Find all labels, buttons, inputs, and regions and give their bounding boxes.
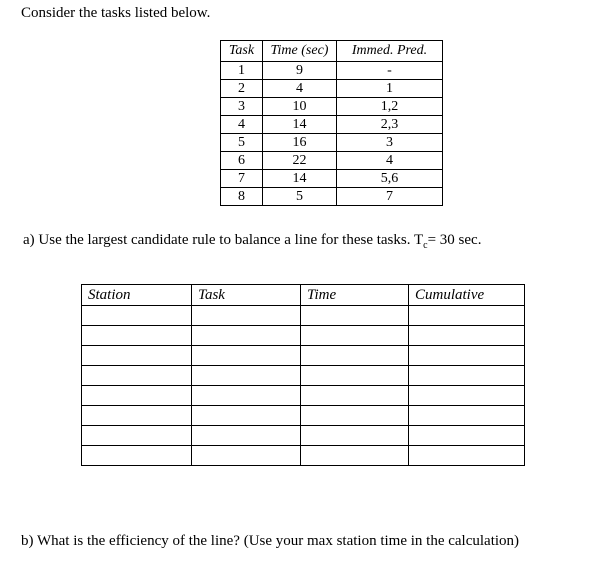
cumulative-cell[interactable] <box>409 366 525 386</box>
pred-cell: 5,6 <box>337 170 443 188</box>
station-cell[interactable] <box>82 306 192 326</box>
cumulative-cell[interactable] <box>409 326 525 346</box>
table-row <box>82 446 525 466</box>
table-row <box>221 170 443 188</box>
question-a-text: a) Use the largest candidate rule to balance a line for these tasks. T <box>23 232 424 248</box>
station-cell[interactable] <box>82 426 192 446</box>
time-cell: 14 <box>263 116 337 134</box>
table-row <box>82 406 525 426</box>
header-immed-pred: Immed. Pred. <box>337 41 443 62</box>
question-a-text-end: = 30 sec. <box>427 232 482 248</box>
pred-cell: 1,2 <box>337 98 443 116</box>
task-cell: 6 <box>221 152 263 170</box>
balance-table-header-row <box>82 285 525 306</box>
task-cell[interactable] <box>192 446 301 466</box>
time-cell[interactable] <box>301 426 409 446</box>
intro-text: Consider the tasks listed below. <box>21 5 211 21</box>
task-table <box>220 40 443 206</box>
task-cell[interactable] <box>192 346 301 366</box>
table-row <box>82 306 525 326</box>
table-row <box>221 62 443 80</box>
task-cell[interactable] <box>192 426 301 446</box>
time-cell[interactable] <box>301 326 409 346</box>
header-task: Task <box>192 285 301 306</box>
task-cell: 1 <box>221 62 263 80</box>
station-cell[interactable] <box>82 386 192 406</box>
task-cell: 3 <box>221 98 263 116</box>
pred-cell: 7 <box>337 188 443 206</box>
line-balance-table <box>81 284 525 466</box>
header-task: Task <box>221 41 263 62</box>
cumulative-cell[interactable] <box>409 386 525 406</box>
station-cell[interactable] <box>82 326 192 346</box>
time-cell: 4 <box>263 80 337 98</box>
table-row <box>221 188 443 206</box>
pred-cell: 2,3 <box>337 116 443 134</box>
station-cell[interactable] <box>82 346 192 366</box>
cumulative-cell[interactable] <box>409 426 525 446</box>
time-cell[interactable] <box>301 306 409 326</box>
header-cumulative: Cumulative <box>409 285 525 306</box>
task-cell[interactable] <box>192 386 301 406</box>
time-cell[interactable] <box>301 446 409 466</box>
pred-cell: 3 <box>337 134 443 152</box>
table-row <box>82 366 525 386</box>
question-a-subscript: c <box>423 240 428 251</box>
station-cell[interactable] <box>82 366 192 386</box>
cumulative-cell[interactable] <box>409 406 525 426</box>
table-row <box>82 426 525 446</box>
table-row <box>221 80 443 98</box>
table-row <box>221 152 443 170</box>
cumulative-cell[interactable] <box>409 306 525 326</box>
time-cell: 16 <box>263 134 337 152</box>
cumulative-cell[interactable] <box>409 446 525 466</box>
station-cell[interactable] <box>82 406 192 426</box>
task-cell[interactable] <box>192 406 301 426</box>
question-b: b) What is the efficiency of the line? (Use your max station time in the calculation) <box>21 533 520 549</box>
pred-cell: 4 <box>337 152 443 170</box>
time-cell: 22 <box>263 152 337 170</box>
table-row <box>82 326 525 346</box>
task-cell: 4 <box>221 116 263 134</box>
header-time: Time <box>301 285 409 306</box>
cumulative-cell[interactable] <box>409 346 525 366</box>
header-time: Time (sec) <box>263 41 337 62</box>
table-row <box>221 98 443 116</box>
header-station: Station <box>82 285 192 306</box>
pred-cell: - <box>337 62 443 80</box>
task-cell: 7 <box>221 170 263 188</box>
table-row <box>82 386 525 406</box>
table-row <box>221 134 443 152</box>
time-cell[interactable] <box>301 386 409 406</box>
time-cell: 14 <box>263 170 337 188</box>
time-cell[interactable] <box>301 346 409 366</box>
question-a <box>23 231 481 255</box>
table-row <box>82 346 525 366</box>
pred-cell: 1 <box>337 80 443 98</box>
task-cell: 5 <box>221 134 263 152</box>
task-cell: 8 <box>221 188 263 206</box>
time-cell: 9 <box>263 62 337 80</box>
time-cell[interactable] <box>301 406 409 426</box>
task-cell: 2 <box>221 80 263 98</box>
task-cell[interactable] <box>192 366 301 386</box>
task-cell[interactable] <box>192 306 301 326</box>
time-cell[interactable] <box>301 366 409 386</box>
table-row <box>221 116 443 134</box>
time-cell: 10 <box>263 98 337 116</box>
time-cell: 5 <box>263 188 337 206</box>
task-cell[interactable] <box>192 326 301 346</box>
station-cell[interactable] <box>82 446 192 466</box>
task-table-header-row <box>221 41 443 62</box>
